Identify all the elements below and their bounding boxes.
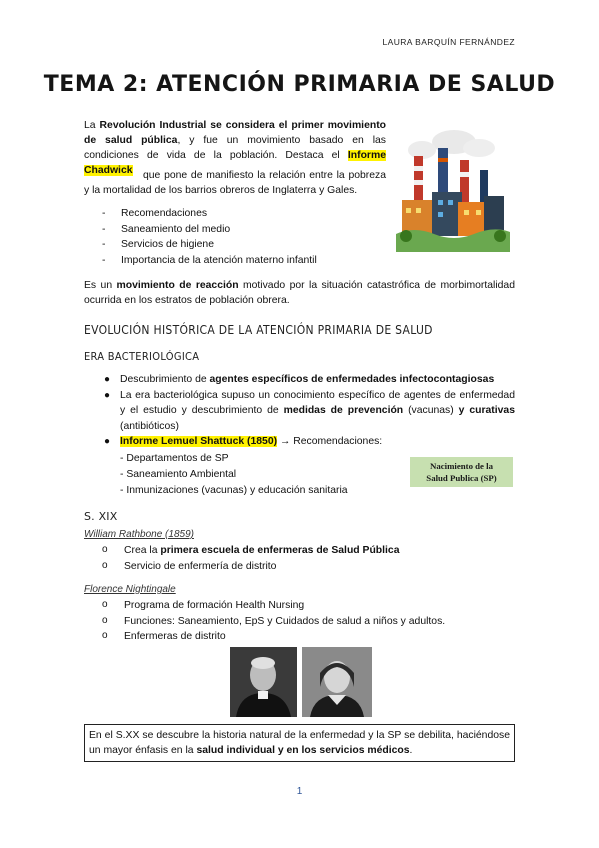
portrait-nightingale xyxy=(302,647,372,717)
list-item: o Enfermeras de distrito xyxy=(102,630,226,642)
intro-bold-1: Revolución Industrial se considera el primer movimiento de salud pública xyxy=(84,120,387,146)
page-number: 1 xyxy=(296,786,303,797)
list-item: ● Informe Lemuel Shattuck (1850) → Recomendaciones: xyxy=(104,436,383,447)
portrait-rathbone xyxy=(230,647,297,717)
nightingale-name: Florence Nightingale xyxy=(84,584,176,595)
reaction-bold: movimiento de reacción xyxy=(116,280,239,291)
era-title: ERA BACTERIOLÓGICA xyxy=(84,350,200,363)
highlight-chadwick: Informe Chadwick xyxy=(84,150,386,176)
page-title: TEMA 2: ATENCIÓN PRIMARIA DE SALUD xyxy=(43,72,556,97)
rathbone-name: William Rathbone (1859) xyxy=(84,529,194,540)
list-item: o Programa de formación Health Nursing xyxy=(102,599,305,611)
sticker-line-2: Salud Publica (SP) xyxy=(426,473,497,483)
list-item: - Recomendaciones xyxy=(102,206,402,222)
intro-text-1: La xyxy=(84,120,100,131)
list-item: - Saneamiento del medio xyxy=(102,222,402,238)
list-item: - Importancia de la atención materno infantil xyxy=(102,253,402,269)
list-item: - Departamentos de SP xyxy=(120,453,229,464)
author-header: LAURA BARQUÍN FERNÁNDEZ xyxy=(382,37,515,47)
box-text-2: . xyxy=(409,745,413,756)
intro-text-2: , y fue un movimiento basado en las condiciones de vida de la población. Destaca el xyxy=(84,135,386,161)
list-item: - Servicios de higiene xyxy=(102,237,402,253)
list-item: ● La era bacteriológica supuso un conocimiento específico de agentes de enfermedad y el estudio y descubrimiento de medidas de prevención (vacunas) y curativas (antibióticos) xyxy=(104,389,515,432)
list-item: - Saneamiento Ambiental xyxy=(120,469,237,480)
nightingale-list xyxy=(102,598,512,645)
reaction-text-1: Es un xyxy=(84,280,117,291)
highlight-shattuck: Informe Lemuel Shattuck (1850) xyxy=(120,436,278,447)
shattuck-list xyxy=(120,451,348,499)
intro-text-3: que pone de manifiesto la relación entre la pobreza y la mortalidad de los barrios obreros de Inglaterra y Gales. xyxy=(84,170,386,196)
list-item: o Servicio de enfermería de distrito xyxy=(102,559,277,572)
section-title: EVOLUCIÓN HISTÓRICA DE LA ATENCIÓN PRIMARIA DE SALUD xyxy=(84,323,433,337)
era-bullet-list xyxy=(102,372,515,450)
box-text-1: En el S.XX se descubre la historia natural de la enfermedad y la SP se debilita, haciéndose un mayor énfasis en la xyxy=(89,730,510,756)
summary-box xyxy=(84,724,515,762)
list-item: - Inmunizaciones (vacunas) y educación sanitaria xyxy=(120,485,348,496)
intro-paragraph-cont xyxy=(84,168,386,198)
sticker-note xyxy=(410,457,513,487)
reaction-paragraph xyxy=(84,278,515,308)
list-item: ● Descubrimiento de agentes específicos de enfermedades infectocontagiosas xyxy=(104,374,495,385)
box-bold: salud individual y en los servicios médicos xyxy=(196,745,410,756)
sxix-title: S. XIX xyxy=(84,510,118,523)
list-item: o Crea la primera escuela de enfermeras de Salud Pública xyxy=(102,544,400,556)
chadwick-list xyxy=(102,206,402,268)
factory-illustration xyxy=(394,122,512,257)
rathbone-list xyxy=(102,543,502,574)
sticker-line-1: Nacimiento de la xyxy=(429,461,494,471)
reaction-text-2: motivado por la situación catastrófica de morbimortalidad ocurrida en los estratos de población obrera. xyxy=(84,280,515,306)
list-item: o Funciones: Saneamiento, EpS y Cuidados de salud a niños y adultos. xyxy=(102,614,446,627)
